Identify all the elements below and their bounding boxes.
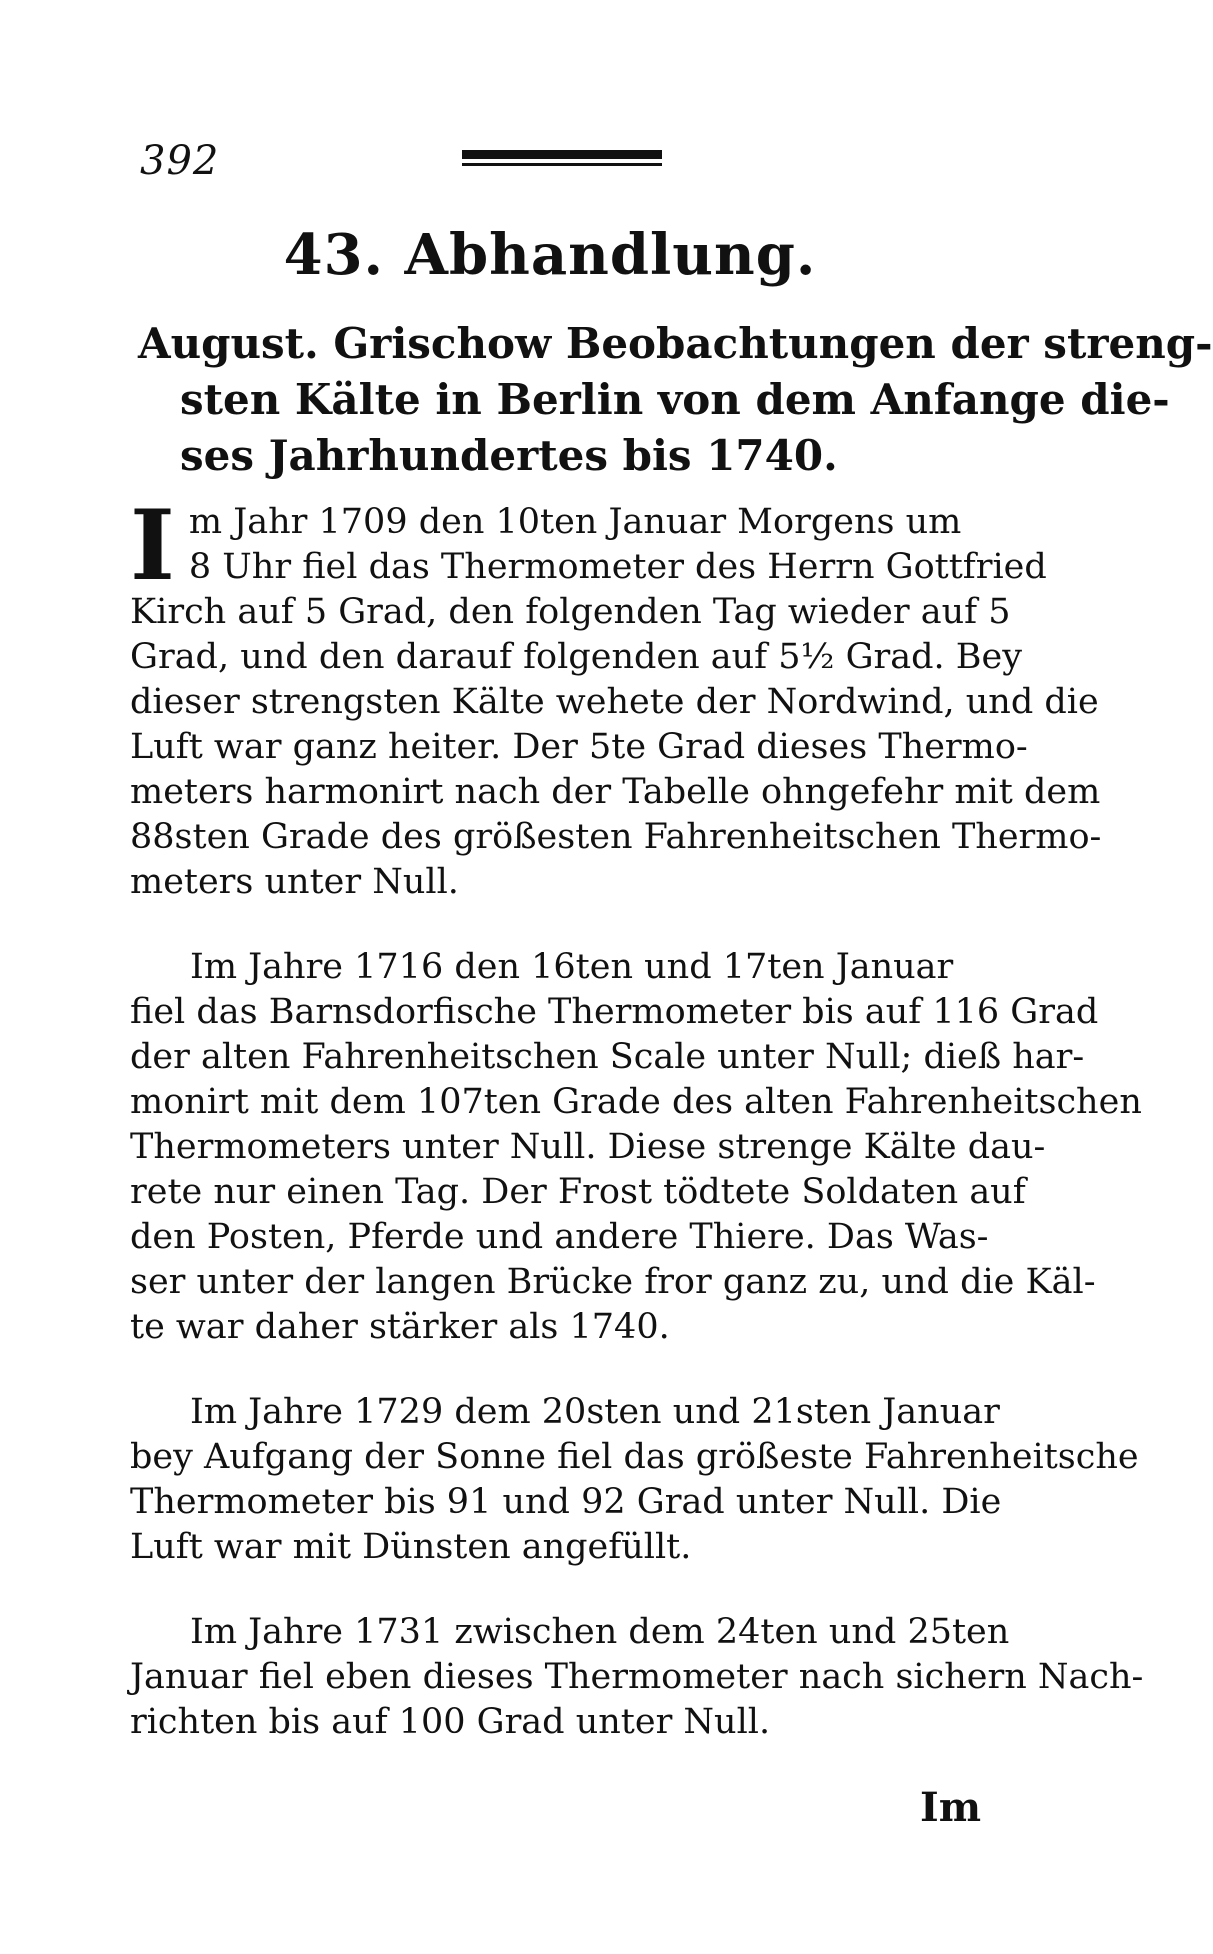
text-line: der alten Fahrenheitschen Scale unter Null; dieß har- [130, 1037, 1085, 1077]
text-line: Kirch auf 5 Grad, den folgenden Tag wieder auf 5 [130, 592, 1011, 632]
subtitle-line: sten Kälte in Berlin von dem Anfange die- [180, 375, 1170, 424]
header-rule [462, 150, 662, 166]
body-text [130, 489, 1144, 1785]
text-line: rete nur einen Tag. Der Frost tödtete Soldaten auf [130, 1172, 1026, 1212]
text-line: Thermometers unter Null. Diese strenge Kälte dau- [130, 1127, 1046, 1167]
paragraph-1729 [130, 1390, 1139, 1570]
text-line: Thermometer bis 91 und 92 Grad unter Null. Die [130, 1482, 1002, 1522]
text-line: 8 Uhr fiel das Thermometer des Herrn Gottfried [188, 547, 1047, 587]
text-line: Im Jahre 1716 den 16ten und 17ten Januar [190, 947, 954, 987]
text-line: ser unter der langen Brücke fror ganz zu, und die Käl- [130, 1262, 1096, 1302]
text-line: 88sten Grade des größesten Fahrenheitschen Thermo- [130, 817, 1102, 857]
header-rule-thick [462, 150, 662, 159]
text-line: bey Aufgang der Sonne fiel das größeste Fahrenheitsche [130, 1437, 1139, 1477]
text-line: Grad, und den darauf folgenden auf 5½ Grad. Bey [130, 637, 1022, 677]
paragraph-1709 [130, 489, 1102, 905]
text-line: meters unter Null. [130, 862, 459, 902]
subtitle-line: August. Grischow Beobachtungen der streng- [138, 319, 1213, 368]
text-line: Luft war ganz heiter. Der 5te Grad dieses Thermo- [130, 727, 1028, 767]
section-subtitle [138, 316, 1213, 484]
paragraph-1731 [130, 1610, 1144, 1745]
header-rule-thin [462, 163, 662, 166]
catchword: Im [920, 1784, 982, 1831]
text-line: meters harmonirt nach der Tabelle ohngefehr mit dem [130, 772, 1101, 812]
text-line: fiel das Barnsdorfische Thermometer bis auf 116 Grad [130, 992, 1099, 1032]
text-line: te war daher stärker als 1740. [130, 1307, 670, 1347]
page-number: 392 [140, 138, 220, 184]
text-line: m Jahr 1709 den 10ten Januar Morgens um [188, 502, 962, 542]
text-line: monirt mit dem 107ten Grade des alten Fahrenheitschen [130, 1082, 1142, 1122]
subtitle-line: ses Jahrhundertes bis 1740. [180, 431, 838, 480]
text-line: richten bis auf 100 Grad unter Null. [130, 1702, 771, 1742]
text-line: Im Jahre 1729 dem 20sten und 21sten Januar [190, 1392, 1000, 1432]
text-line: dieser strengsten Kälte wehete der Nordwind, und die [130, 682, 1099, 722]
chapter-title: 43. Abhandlung. [283, 222, 817, 288]
drop-cap: I [130, 489, 175, 602]
text-line: den Posten, Pferde und andere Thiere. Das Was- [130, 1217, 989, 1257]
text-line: Luft war mit Dünsten angefüllt. [130, 1527, 692, 1567]
text-line: Januar fiel eben dieses Thermometer nach sichern Nach- [130, 1657, 1144, 1697]
text-line: Im Jahre 1731 zwischen dem 24ten und 25ten [190, 1612, 1010, 1652]
paragraph-1716 [130, 945, 1142, 1350]
